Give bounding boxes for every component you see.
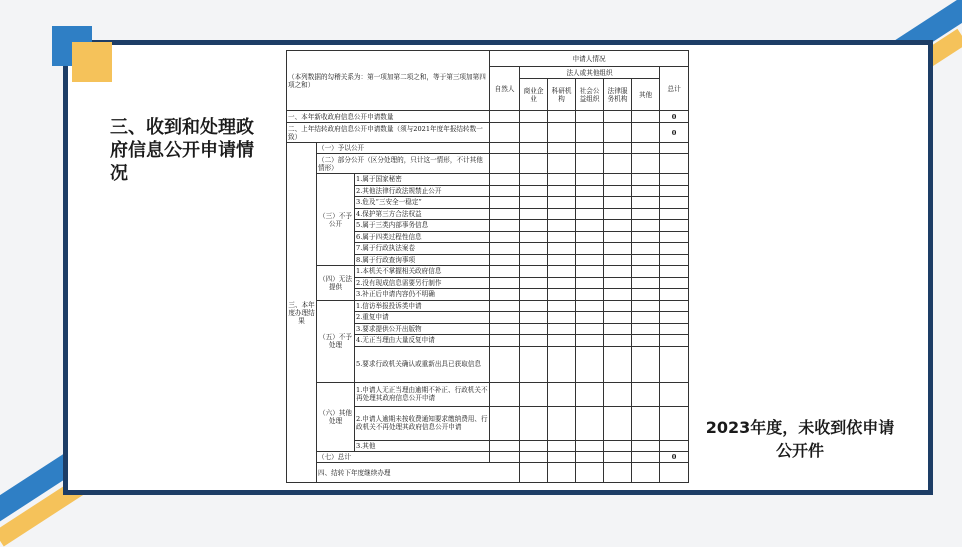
row-partially-disclosed: （二）部分公开（区分处理的，只计这一情形，不计其他情形） xyxy=(317,154,490,174)
header-research: 科研机构 xyxy=(548,79,576,111)
total-carried-over: 0 xyxy=(660,123,689,143)
row-carry-forward: 四、结转下年度继续办理 xyxy=(317,463,520,483)
group-other-handling: （六）其他处理 xyxy=(317,382,355,452)
header-legal-entity: 法人或其他组织 xyxy=(520,67,660,79)
item-enforcement-file: 7.属于行政执法案卷 xyxy=(355,243,490,255)
header-total: 总计 xyxy=(660,67,689,111)
row-handling-results: 三、本年度办理结果 xyxy=(287,143,317,483)
header-note: （本列数据的勾稽关系为：第一项加第二项之和，等于第三项加第四项之和） xyxy=(287,51,490,111)
item-still-unclear: 3.补正后申请内容仍不明确 xyxy=(355,289,490,301)
item-needs-creation: 2.没有现成信息需要另行制作 xyxy=(355,277,490,289)
row-carried-over: 二、上年结转政府信息公开申请数量（须与2021年度年报结转数一致） xyxy=(287,123,490,143)
item-internal-affairs: 5.属于三类内部事务信息 xyxy=(355,220,490,232)
header-legal-service: 法律服务机构 xyxy=(604,79,632,111)
row-disclosed: （一）予以公开 xyxy=(317,143,490,154)
item-mass-repeat: 4.无正当理由大量反复申请 xyxy=(355,335,490,347)
row-subtotal: （七）总计 xyxy=(317,452,490,463)
item-state-secret: 1.属于国家秘密 xyxy=(355,174,490,186)
item-confirm-reissue: 5.要求行政机关确认或重新出具已获取信息 xyxy=(355,346,490,382)
item-petition: 1.信访举报投诉类申请 xyxy=(355,300,490,312)
group-not-processed: （五）不予处理 xyxy=(317,300,355,382)
item-law-prohibited: 2.其他法律行政法规禁止公开 xyxy=(355,185,490,197)
item-admin-query: 8.属于行政查询事项 xyxy=(355,254,490,266)
item-process-info: 6.属于四类过程性信息 xyxy=(355,231,490,243)
item-no-fee: 2.申请人逾期未按收费通知要求缴纳费用、行政机关不再处理其政府信息公开申请 xyxy=(355,406,490,440)
item-not-held: 1.本机关不掌握相关政府信息 xyxy=(355,266,490,278)
section-title: 三、收到和处理政府信息公开申请情况 xyxy=(110,117,254,184)
total-new-requests: 0 xyxy=(660,111,689,123)
header-other: 其他 xyxy=(632,79,660,111)
total-subtotal: 0 xyxy=(660,452,689,463)
disclosure-stats-table xyxy=(286,50,689,483)
side-note: 2023年度，未收到依申请公开件 xyxy=(705,418,895,460)
item-other: 3.其他 xyxy=(355,440,490,452)
header-applicant: 申请人情况 xyxy=(490,51,689,67)
header-commercial: 商业企业 xyxy=(520,79,548,111)
item-publications: 3.要求提供公开出版物 xyxy=(355,323,490,335)
row-new-requests: 一、本年新收政府信息公开申请数量 xyxy=(287,111,490,123)
item-three-safety: 3.危及“三安全一稳定” xyxy=(355,197,490,209)
header-natural-person: 自然人 xyxy=(490,67,520,111)
item-no-correction: 1.申请人无正当理由逾期不补正、行政机关不再处理其政府信息公开申请 xyxy=(355,382,490,406)
decor-square-yellow xyxy=(72,42,112,82)
group-not-disclosed: （三）不予公开 xyxy=(317,174,355,266)
group-unable-to-provide: （四）无法提供 xyxy=(317,266,355,301)
header-social: 社会公益组织 xyxy=(576,79,604,111)
item-third-party: 4.保护第三方合法权益 xyxy=(355,208,490,220)
item-repeat: 2.重复申请 xyxy=(355,312,490,324)
